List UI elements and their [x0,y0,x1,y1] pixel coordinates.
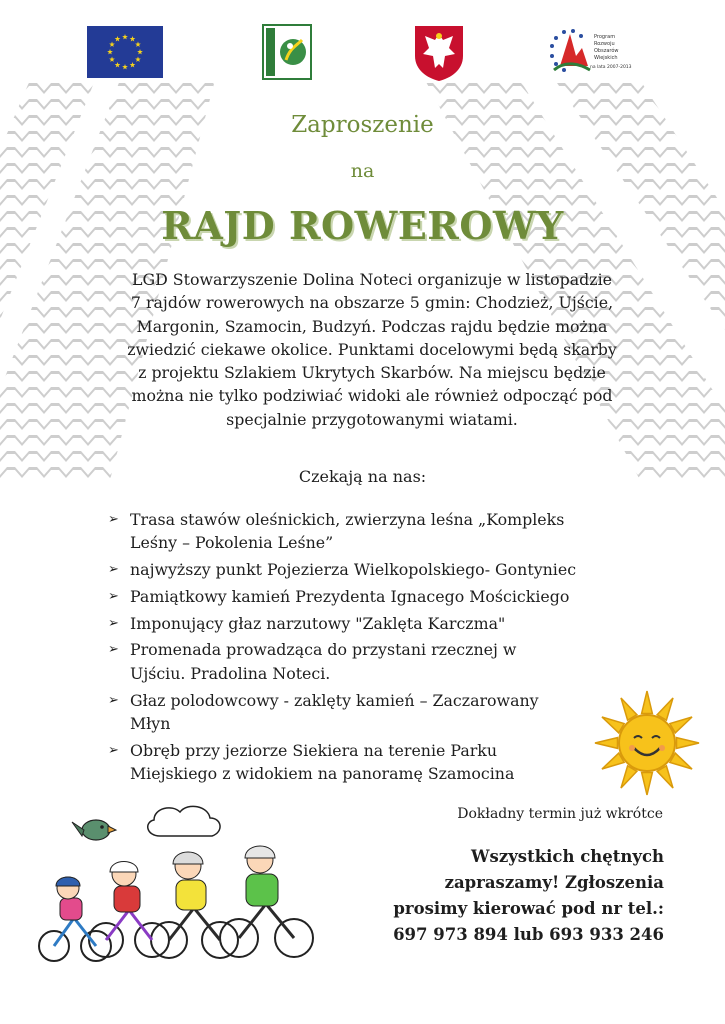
prow-line-2: Obszarów [594,48,619,54]
cyclists-illustration-icon [24,800,324,970]
prow-line-0: Program [594,34,616,40]
prow-line-1: Rozwoju [594,41,615,47]
attractions-heading: Czekają na nas: [298,467,427,486]
eu-flag-icon [87,26,163,78]
list-item-text: Trasa stawów oleśnickich, zwierzyna leśna „Kompleks [130,510,565,529]
arrow-bullet-icon: ➢ [108,692,119,708]
smiling-sun-icon [592,688,702,798]
intro-line: specjalnie przygotowanymi wiatami. [226,409,518,429]
contact-line: Wszystkich chętnych [471,847,664,866]
contact-info [393,844,664,948]
prow-logo-icon [546,26,636,78]
arrow-bullet-icon: ➢ [108,615,119,631]
prow-line-3: Wiejskich [594,55,618,61]
list-item-text: Imponujący głaz narzutowy "Zaklęta Karczma" [130,613,506,633]
intro-paragraph [82,268,662,431]
arrow-bullet-icon: ➢ [108,642,119,658]
wielkopolska-eagle-crest-icon [413,24,465,82]
arrow-bullet-icon: ➢ [108,742,119,758]
list-item [108,508,678,555]
page-title: RAJD ROWEROWY [161,203,564,248]
list-item-text: Obręb przy jeziorze Siekiera na terenie Parku [130,740,498,760]
list-item-text: najwyższy punkt Pojezierza Wielkopolskiego- Gontyniec [130,560,577,580]
list-item-text: Miejskiego z widokiem na panoramę Szamocina [130,763,515,783]
list-item [108,558,678,581]
list-item-text: Leśny – Pokolenia Leśne” [130,533,334,553]
invitation-label: Zaproszenie [291,112,434,138]
invitation-na: na [350,160,375,182]
list-item-text: Pamiątkowy kamień Prezydenta Ignacego Mościckiego [130,586,570,606]
contact-line: prosimy kierować pod nr tel.: [393,899,664,918]
arrow-bullet-icon: ➢ [108,562,119,578]
contact-phone: 697 973 894 lub 693 933 246 [393,925,664,944]
partner-logos [0,24,725,84]
list-item-text: Głaz polodowcowy - zaklęty kamień – Zaczarowany [130,690,539,710]
list-item-text: Ujściu. Pradolina Noteci. [130,663,331,683]
list-item [108,585,678,608]
intro-line: można nie tylko podziwiać widoki ale również odpocząć pod [131,386,613,406]
list-item [108,612,678,635]
intro-line: 7 rajdów rowerowych na obszarze 5 gmin: Chodzież, Ujście, [130,293,614,313]
list-item-text: Promenada prowadząca do przystani rzecznej w [130,640,517,660]
date-soon-note: Dokładny termin już wkrótce [457,806,663,822]
intro-line: LGD Stowarzyszenie Dolina Noteci organizuje w listopadzie [132,270,612,289]
list-item-text: Młyn [130,713,171,733]
arrow-bullet-icon: ➢ [108,588,119,604]
intro-line: z projektu Szlakiem Ukrytych Skarbów. Na miejscu będzie [138,363,606,383]
intro-line: Margonin, Szamocin, Budzyń. Podczas rajdu będzie można [136,316,608,336]
arrow-bullet-icon: ➢ [108,512,119,527]
contact-line: zapraszamy! Zgłoszenia [444,873,664,892]
intro-line: zwiedzić ciekawe okolice. Punktami docelowymi będą skarby [127,339,617,359]
leader-logo-icon [262,24,312,80]
list-item [108,638,678,685]
prow-line-4: na lata 2007-2013 [590,65,632,70]
